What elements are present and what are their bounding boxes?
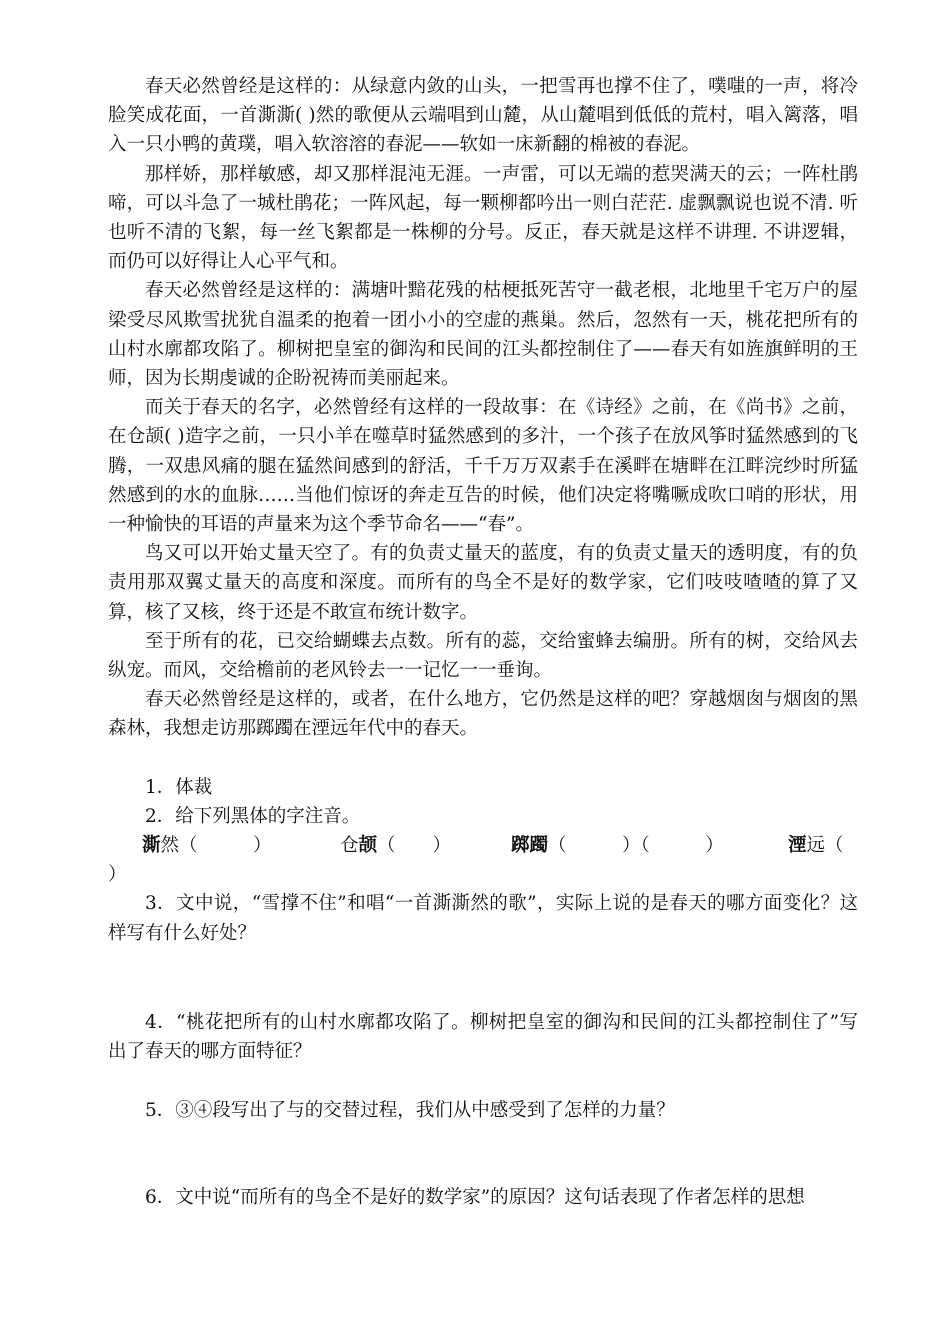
- spacer: [108, 744, 858, 773]
- bold-char: 澌: [142, 835, 161, 857]
- passage-paragraph-5: 鸟又可以开始丈量天空了。有的负责丈量天的蓝度，有的负责丈量天的透明度，有的负责用那双翼丈量天的高度和深度。而所有的鸟全不是好的数学家，它们吱吱喳喳的算了又算，核了又核，终于还是不敢宣布统计数字。: [108, 543, 858, 623]
- pinyin-item-1: [142, 831, 272, 860]
- question-5: 5．③④段写出了与的交替过程，我们从中感受到了怎样的力量？: [145, 1100, 675, 1122]
- blank: 然（ ）: [160, 835, 272, 857]
- blank: （ ）: [377, 835, 452, 857]
- document-page: [108, 72, 858, 1213]
- passage-paragraph-3: 春天必然曾经是这样的：满塘叶黯花残的枯梗抵死苦守一截老根，北地里千宅万户的屋梁受尽风欺雪扰犹自温柔的抱着一团小小的空虚的燕巢。然后，忽然有一天，桃花把所有的山村水廓都攻陷了。柳树把皇室的御沟和民间的江头都控制住了——春天有如旌旗鲜明的王师，因为长期虔诚的企盼祝祷而美丽起来。: [108, 280, 858, 390]
- passage-paragraph-4: 而关于春天的名字，必然曾经有这样的一段故事：在《诗经》之前，在《尚书》之前，在仓颉( )造字之前，一只小羊在噬草时猛然感到的多汁，一个孩子在放风筝时猛然感到的飞腾，一双患风痛的腿在猛然间感到的舒活，千千万万双素手在溪畔在塘畔在江畔浣纱时所猛然感到的水的血脉……当他们惊讶的奔走互告的时候，他们决定将嘴噘成吹口哨的形状，用一种愉快的耳语的声量来为这个季节命名——“春”。: [108, 397, 858, 536]
- pinyin-item-3: [511, 831, 724, 860]
- plain-char: 仓: [340, 835, 359, 857]
- question-6: 6．文中说“而所有的鸟全不是好的数学家”的原因？这句话表现了作者怎样的思想: [145, 1187, 805, 1209]
- question-1: 1．体裁: [145, 776, 213, 798]
- question-3: 3．文中说，“雪撑不住”和唱“一首澌澌然的歌”，实际上说的是春天的哪方面变化？这样写有什么好处？: [108, 893, 858, 944]
- answer-space: [108, 1125, 858, 1183]
- passage-paragraph-1: 春天必然曾经是这样的：从绿意内敛的山头，一把雪再也撑不住了，噗嗤的一声，将冷脸笑成花面，一首澌澌( )然的歌便从云端唱到山麓，从山麓唱到低低的荒村，唱入篱落，唱入一只小鸭的黄璞，唱入软溶溶的春泥——软如一床新翻的棉被的春泥。: [108, 76, 858, 156]
- blank: （ ）（ ）: [548, 835, 724, 857]
- blank: 远（: [806, 835, 844, 857]
- question-2: 2．给下列黑体的字注音。: [145, 805, 361, 827]
- answer-space: [108, 1066, 858, 1096]
- bold-char: 踯躅: [511, 835, 549, 857]
- pinyin-item-2: [340, 831, 451, 860]
- passage-paragraph-6: 至于所有的花，已交给蝴蝶去点数。所有的蕊，交给蜜蜂去编册。所有的树，交给风去纵宠。而风，交给檐前的老风铃去一一记忆一一垂询。: [108, 630, 858, 682]
- passage-paragraph-7: 春天必然曾经是这样的，或者，在什么地方，它仍然是这样的吧？穿越烟囱与烟囱的黑森林，我想走访那踯躅在湮远年代中的春天。: [108, 689, 858, 740]
- answer-space: [108, 948, 858, 1008]
- pinyin-row: [108, 831, 858, 860]
- question-4: 4．“桃花把所有的山村水廓都攻陷了。柳树把皇室的御沟和民间的江头都控制住了”写出了春天的哪方面特征？: [108, 1011, 858, 1063]
- pinyin-item-4: [788, 831, 844, 860]
- passage-paragraph-2: 那样娇，那样敏感，却又那样混沌无涯。一声雷，可以无端的惹哭满天的云；一阵杜鹃啼，可以斗急了一城杜鹃花；一阵风起，每一颗柳都吟出一则白茫茫. 虚飘飘说也说不清. 听也听不清的飞絮，每一丝飞絮都是一株柳的分号。反正，春天就是这样不讲理. 不讲逻辑，而仍可以好得让人心平气和。: [108, 163, 858, 273]
- pinyin-tail: ）: [108, 864, 127, 886]
- bold-char: 颉: [358, 835, 378, 857]
- bold-char: 湮: [788, 835, 807, 857]
